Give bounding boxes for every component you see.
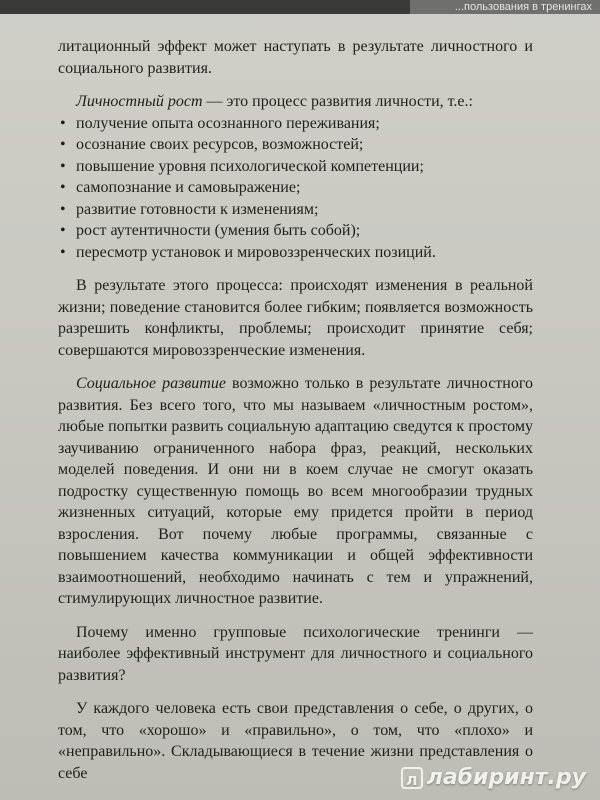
watermark (401, 765, 586, 790)
list-item: • развитие готовности к изменениям; (58, 199, 533, 221)
list-item: • рост аутентичности (умения быть собой); (58, 220, 533, 242)
list-item: • повышение уровня психологической компетенции; (58, 156, 533, 178)
list-item: • осознание своих ресурсов, возможностей; (58, 134, 533, 156)
page-body (58, 36, 533, 784)
term-social-development: Социальное развитие (76, 375, 226, 392)
term-personal-growth: Личностный рост (76, 93, 203, 110)
paragraph-question: Почему именно групповые психологические тренинги — наиболее эффективный инструмент для личностного и социального развития? (58, 623, 533, 684)
paragraph-representations: У каждого человека есть свои представления о себе, о других, о том, что «хорошо» и «правильно», о том, что «плохо» и «неправильно». Складывающиеся в течение жизни представления о себе (58, 700, 533, 782)
list-item: • самопознание и самовыражение; (58, 177, 533, 199)
list-item: • получение опыта осознанного переживания; (58, 113, 533, 135)
watermark-text: лабиринт.ру (426, 765, 586, 790)
growth-bullet-list (58, 113, 533, 264)
labyrinth-logo-icon: л (401, 767, 423, 789)
social-development-text: возможно только в результате личностного развития. Без всего того, что мы называем «личностным ростом», любые попытки развить социальную адаптацию сведутся к простому заучиванию ограниченного набора фраз, реакций, нескольких моделей поведения. И они ни в коем случае не смогут оказать подростку существенную помощь во всем многообразии трудных жизненных ситуаций, которые ему придется пройти в период взросления. Вот почему любые программы, связанные с повышением качества коммуникации и общей эффективности взаимоотношений, необходимо начинать с тем и упражнений, стимулирующих личностное развитие. (58, 375, 534, 607)
paragraph-result: В результате этого процесса: происходят изменения в реальной жизни; поведение становится более гибким; появляется возможность разрешить конфликты, проблемы; происходит принятие себя; совершаются мировоззренческие изменения. (58, 277, 533, 359)
definition-text: — это процесс развития личности, т.е.: (202, 93, 473, 110)
paragraph-social-development (58, 373, 533, 610)
paragraph-personal-growth (58, 91, 533, 113)
list-item: • пересмотр установок и мировоззренческих позиций. (58, 242, 533, 264)
running-header: ...пользования в тренингах (410, 0, 600, 14)
paragraph-continuation: литационный эффект может наступать в результате личностного и социального развития. (58, 38, 533, 77)
